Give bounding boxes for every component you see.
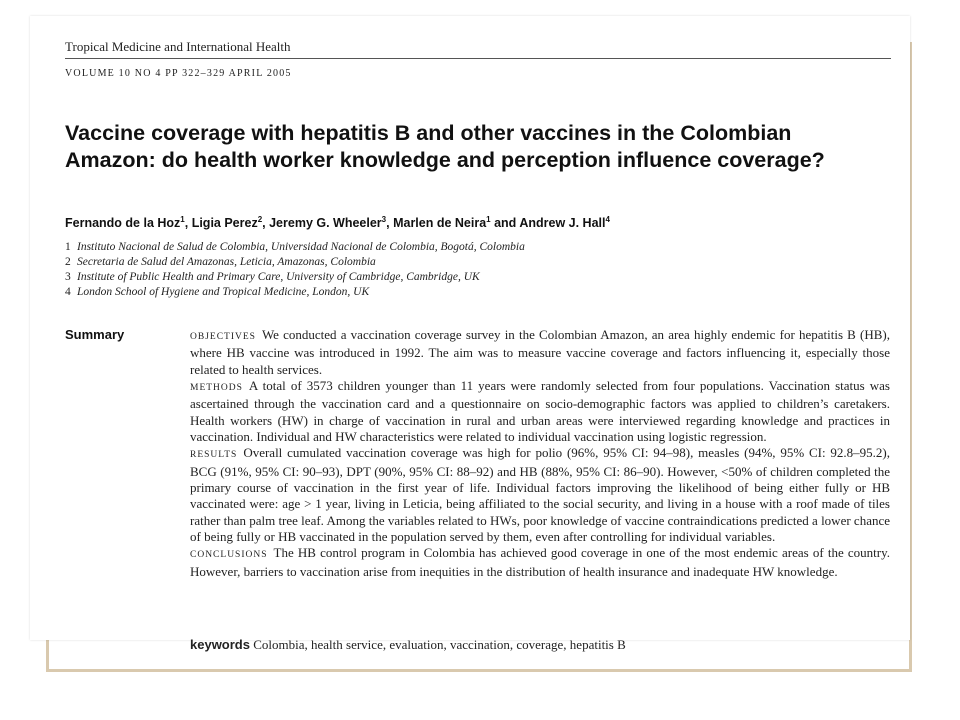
keywords-text: Colombia, health service, evaluation, vaccination, coverage, hepatitis B [253,637,626,652]
author: Marlen de Neira$^1$ [393,215,491,231]
author-list: Fernando de la Hoz$^1$, Ligia Perez$^2$, Jeremy G. Wheeler$^3$, Marlen de Neira$^1$ and Andrew J. Hall$^4$ [65,215,610,231]
affiliation: 4 London School of Hygiene and Tropical Medicine, London, UK [65,286,370,298]
author: Jeremy G. Wheeler$^3$ [269,215,387,231]
affiliation: 1 Instituto Nacional de Salud de Colombia, Universidad Nacional de Colombia, Bogotá, Colombia [65,241,525,253]
abstract-conclusions: CONCLUSIONS The HB control program in Colombia has achieved good coverage in one of the most endemic areas of the country. However, barriers to vaccination arise from inequities in the distribution of health insurance and inadequate HW knowledge. [190,545,890,579]
abstract-results: RESULTS Overall cumulated vaccination coverage was high for polio (96%, 95% CI: 94–98), measles (94%, 95% CI: 92.8–95.2), BCG (91%, 95% CI: 90–93), DPT (90%, 95% CI: 88–92) and HB (88%, 95% CI: 86–90). However, <50% of children completed the primary course of vaccination in the first year of life. Individual factors improving the likelihood of being either fully or HB vaccinated were: age > 1 year, living in Leticia, being affiliated to the social security, and living in a house with a roof made of tiles rather than palm tree leaf. Among the variables related to HWs, poor knowledge of vaccine contraindications predicted a lower chance of being fully or HB vaccinated in the population served by them, even after controlling for individual variables. [190,445,890,545]
affiliation-list [65,240,885,300]
journal-name: Tropical Medicine and International Health [65,39,891,59]
summary-heading: Summary [65,327,125,342]
author: Andrew J. Hall$^4$ [519,215,610,231]
abstract [190,327,890,580]
abstract-objectives: OBJECTIVES We conducted a vaccination coverage survey in the Colombian Amazon, an area highly endemic for hepatitis B (HB), where HB vaccine was introduced in 1992. The aim was to measure vaccine coverage and factors influencing it, especially those related to health services. [190,327,890,377]
volume-line: VOLUME 10 NO 4 PP 322–329 APRIL 2005 [65,68,292,79]
author: Fernando de la Hoz$^1$ [65,215,185,231]
keywords-label: keywords [190,637,250,652]
keywords [190,637,890,653]
author: Ligia Perez$^2$ [191,215,263,231]
paper-page [30,16,910,652]
affiliation: 3 Institute of Public Health and Primary Care, University of Cambridge, Cambridge, UK [65,271,480,283]
affiliation: 2 Secretaria de Salud del Amazonas, Leticia, Amazonas, Colombia [65,256,376,268]
abstract-methods: METHODS A total of 3573 children younger than 11 years were randomly selected from four populations. Vaccination status was ascertained through the vaccination card and a questionnaire on socio-demographic factors was applied to children’s caretakers. Health workers (HW) in charge of vaccination in rural and urban areas were interviewed regarding knowledge and practices in vaccination. Individual and HW characteristics were related to individual vaccination using logistic regression. [190,378,890,445]
paper-title: Vaccine coverage with hepatitis B and other vaccines in the Colombian Amazon: do health worker knowledge and perception influence coverage? [65,121,825,172]
